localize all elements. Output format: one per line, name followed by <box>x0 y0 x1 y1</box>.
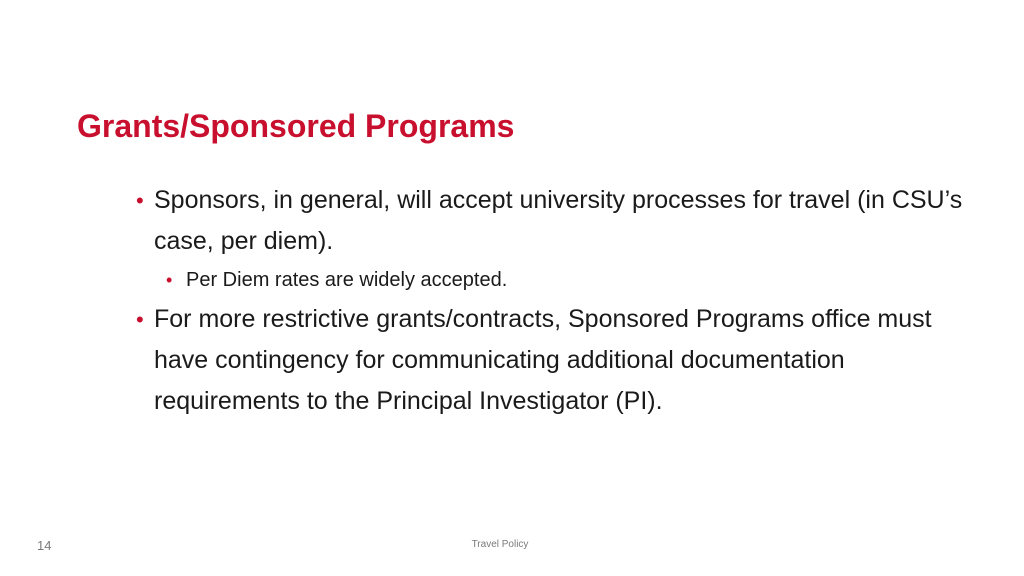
bullet-text: Per Diem rates are widely accepted. <box>186 269 508 291</box>
bullet-item <box>136 180 966 262</box>
bullet-dot-icon: • <box>166 270 173 290</box>
bullet-text: For more restrictive grants/contracts, Sponsored Programs office must have contingency for communicating additional documentation requirements to the Principal Investigator (PI). <box>154 305 932 415</box>
bullet-item <box>136 299 966 422</box>
bullet-list <box>136 180 966 422</box>
bullet-text: Sponsors, in general, will accept university processes for travel (in CSU’s case, per diem). <box>154 186 963 255</box>
slide-title: Grants/Sponsored Programs <box>77 108 515 144</box>
bullet-dot-icon: • <box>136 307 144 332</box>
bullet-dot-icon: • <box>136 188 144 213</box>
sub-bullet-item <box>136 267 966 293</box>
footer-label: Travel Policy <box>471 539 529 550</box>
page-number: 14 <box>37 538 52 553</box>
